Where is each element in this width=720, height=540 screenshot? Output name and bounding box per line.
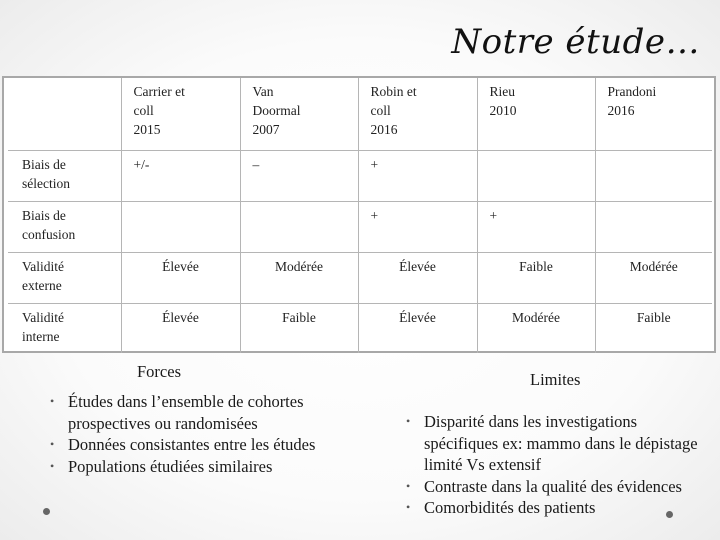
table-header-row bbox=[8, 78, 712, 150]
list-item bbox=[50, 456, 335, 478]
table-cell: + bbox=[477, 201, 595, 252]
list-item-text: Disparité dans les investigations spécifiques ex: mammo dans le dépistage limité Vs extensif bbox=[424, 412, 698, 474]
limits-section bbox=[406, 360, 706, 519]
table-cell: – bbox=[240, 150, 358, 201]
table-cell: + bbox=[358, 201, 477, 252]
table-cell bbox=[477, 150, 595, 201]
table-cell: Élevée bbox=[121, 303, 240, 353]
row-label: Biais de confusion bbox=[8, 201, 121, 252]
table-header-cell: Prandoni 2016 bbox=[595, 78, 712, 150]
list-item bbox=[50, 434, 335, 456]
table-row bbox=[8, 303, 712, 353]
strengths-section bbox=[50, 360, 335, 477]
bullet-icon: • bbox=[50, 458, 55, 473]
table-row bbox=[8, 252, 712, 303]
decorative-dot-icon bbox=[666, 511, 673, 518]
list-item-text: Études dans l’ensemble de cohortes prospectives ou randomisées bbox=[68, 392, 304, 433]
table-cell: Modérée bbox=[477, 303, 595, 353]
table-cell: +/- bbox=[121, 150, 240, 201]
table-cell bbox=[595, 201, 712, 252]
strengths-list bbox=[50, 391, 335, 477]
table-cell: Élevée bbox=[121, 252, 240, 303]
table-row bbox=[8, 150, 712, 201]
list-item-text: Contraste dans la qualité des évidences bbox=[424, 476, 682, 496]
table-cell: Faible bbox=[595, 303, 712, 353]
table-cell: Modérée bbox=[595, 252, 712, 303]
table-cell: Élevée bbox=[358, 252, 477, 303]
study-comparison-table bbox=[2, 76, 716, 353]
table-cell: Modérée bbox=[240, 252, 358, 303]
table-cell bbox=[240, 201, 358, 252]
table-header-cell bbox=[8, 78, 121, 150]
list-item bbox=[406, 497, 706, 519]
slide-title: Notre étude… bbox=[451, 22, 700, 62]
bullet-icon: • bbox=[406, 500, 411, 514]
row-label: Biais de sélection bbox=[8, 150, 121, 201]
table-row bbox=[8, 201, 712, 252]
list-item-text: Populations étudiées similaires bbox=[68, 456, 273, 476]
bullet-icon: • bbox=[50, 394, 55, 408]
table-cell: Faible bbox=[477, 252, 595, 303]
list-item bbox=[406, 411, 706, 476]
limits-heading: Limites bbox=[530, 370, 581, 389]
list-item-text: Comorbidités des patients bbox=[424, 498, 596, 517]
strengths-heading: Forces bbox=[137, 362, 181, 381]
list-item-text: Données consistantes entre les études bbox=[68, 435, 316, 454]
row-label: Validité interne bbox=[8, 303, 121, 353]
table-cell bbox=[595, 150, 712, 201]
row-label: Validité externe bbox=[8, 252, 121, 303]
bullet-icon: • bbox=[406, 478, 411, 493]
table-cell: Faible bbox=[240, 303, 358, 353]
table-header-cell: Robin et coll 2016 bbox=[358, 78, 477, 150]
table-cell bbox=[121, 201, 240, 252]
list-item bbox=[406, 476, 706, 498]
table-cell: + bbox=[358, 150, 477, 201]
limits-list bbox=[406, 411, 706, 519]
table-header-cell: Van Doormal 2007 bbox=[240, 78, 358, 150]
decorative-dot-icon bbox=[43, 508, 50, 515]
bullet-icon: • bbox=[50, 437, 55, 451]
table-header-cell: Rieu 2010 bbox=[477, 78, 595, 150]
table-header-cell: Carrier et coll 2015 bbox=[121, 78, 240, 150]
table-cell: Élevée bbox=[358, 303, 477, 353]
bullet-icon: • bbox=[406, 414, 411, 428]
list-item bbox=[50, 391, 335, 434]
